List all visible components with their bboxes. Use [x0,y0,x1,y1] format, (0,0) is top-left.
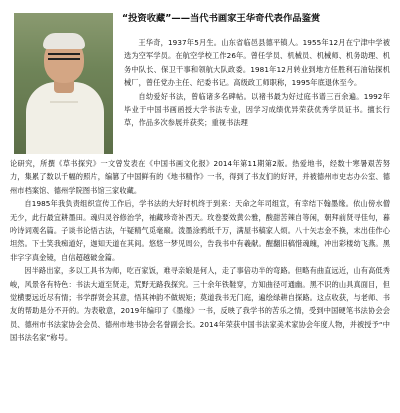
biography-top-text [124,36,390,130]
bio-paragraph-4: 因半路出家，多以工具书为师，吃百家饭，难寻亲娘是何人，走了事倍功半的弯路。但略有曲直远近，山有高低秀峻，风景各有特色：书法大道至贤走，荒野无路我探究。三十余年铁鞋穿，方知曲径可通幽。黑不识的山具真面目，但觉横要远近尽有情；书学群贤会其意，悟其神韵不做规矩；莫道我书无门庭，遍绘绿耕自探路。这点收获，与老师、书友的帮助是分不开的。为表敬意，2019年编印了《墨缘》一书，反映了我学书的苦乐之情，受到中国硬笔书法协会会员、德州市书法家协会会员、德州市地书协会名誉副会长。2014年荣获中国书法家美术家协会年度人物，并被授予“中国书法名家”称号。 [10,266,390,343]
bio-paragraph-continuation: 论研究，所撰《草书探究》一文曾发表在《中国书画文化报》2014年第11期第2版。热爱地书，经数十寒暑艰苦努力，集累了数以千幅的照片，编篡了中国鲜有的《地书精作》一书，得到了书友们的好评，并被德州市史志办公室、德州市档案馆、德州学院图书馆三家收藏。 [10,159,390,195]
bio-paragraph-1: 王华奇，1937年5月生。山东省临邑县德平镇人。1955年12月在宁津中学被选为空军学员。在航空学校工作26年。曾任学员、机械员、机械师、机务助理、机务中队长、保卫干事和领航大队政委。1981年12月转业到地方任胜利石油钻探机械厂，曾任党办主任、纪委书记。高级政工师职称，1995年底退休至今。 [124,38,390,88]
portrait-collar [50,91,78,103]
bio-paragraph-3: 自1985年我负责组织宣传工作后，学书法的大好时机终于到来：天命之年司组宣，有幸结下翰墨缘。依山傍水僧无少，此行最宜耕墨田。魂归灵谷修治学，袖藏珍奇补西天。玫卷要效黄公雅，酸甜苦辣自等闲，朝拜前贤寻佳句，暮吟诗词观名篇。子谈书论悟古法，午疑精气觅毫巅。泼墨涂鸦纸千万，满屋书稿家人烦。八十矢志金不换，末出佳作心坦然。下士笑我痴道好，迦知天道在其间。悠悠一梦见周公，告我书中有羲献。醒翻旧稿惜魂魄，冲出彩楼幼飞燕。黑非字字真金镜，自信超越破金篇。 [10,199,390,262]
biography-bottom-text [10,157,390,345]
author-portrait-photo [14,13,113,154]
bio-paragraph-2: 自幼爱好书法，曾临诸多名碑帖。以褚书最为好过庭书谱三百余遍。1992年毕业于中国书画函授大学书法专业，因学习成绩优异荣获优秀学员证书。擅长行草，作品多次参展并获奖；重视书法理 [124,91,390,128]
portrait-hair [43,33,85,49]
portrait-glasses [48,53,80,60]
article-title: “投资收藏”——当代书画家王华奇代表作品鉴赏 [122,13,321,24]
